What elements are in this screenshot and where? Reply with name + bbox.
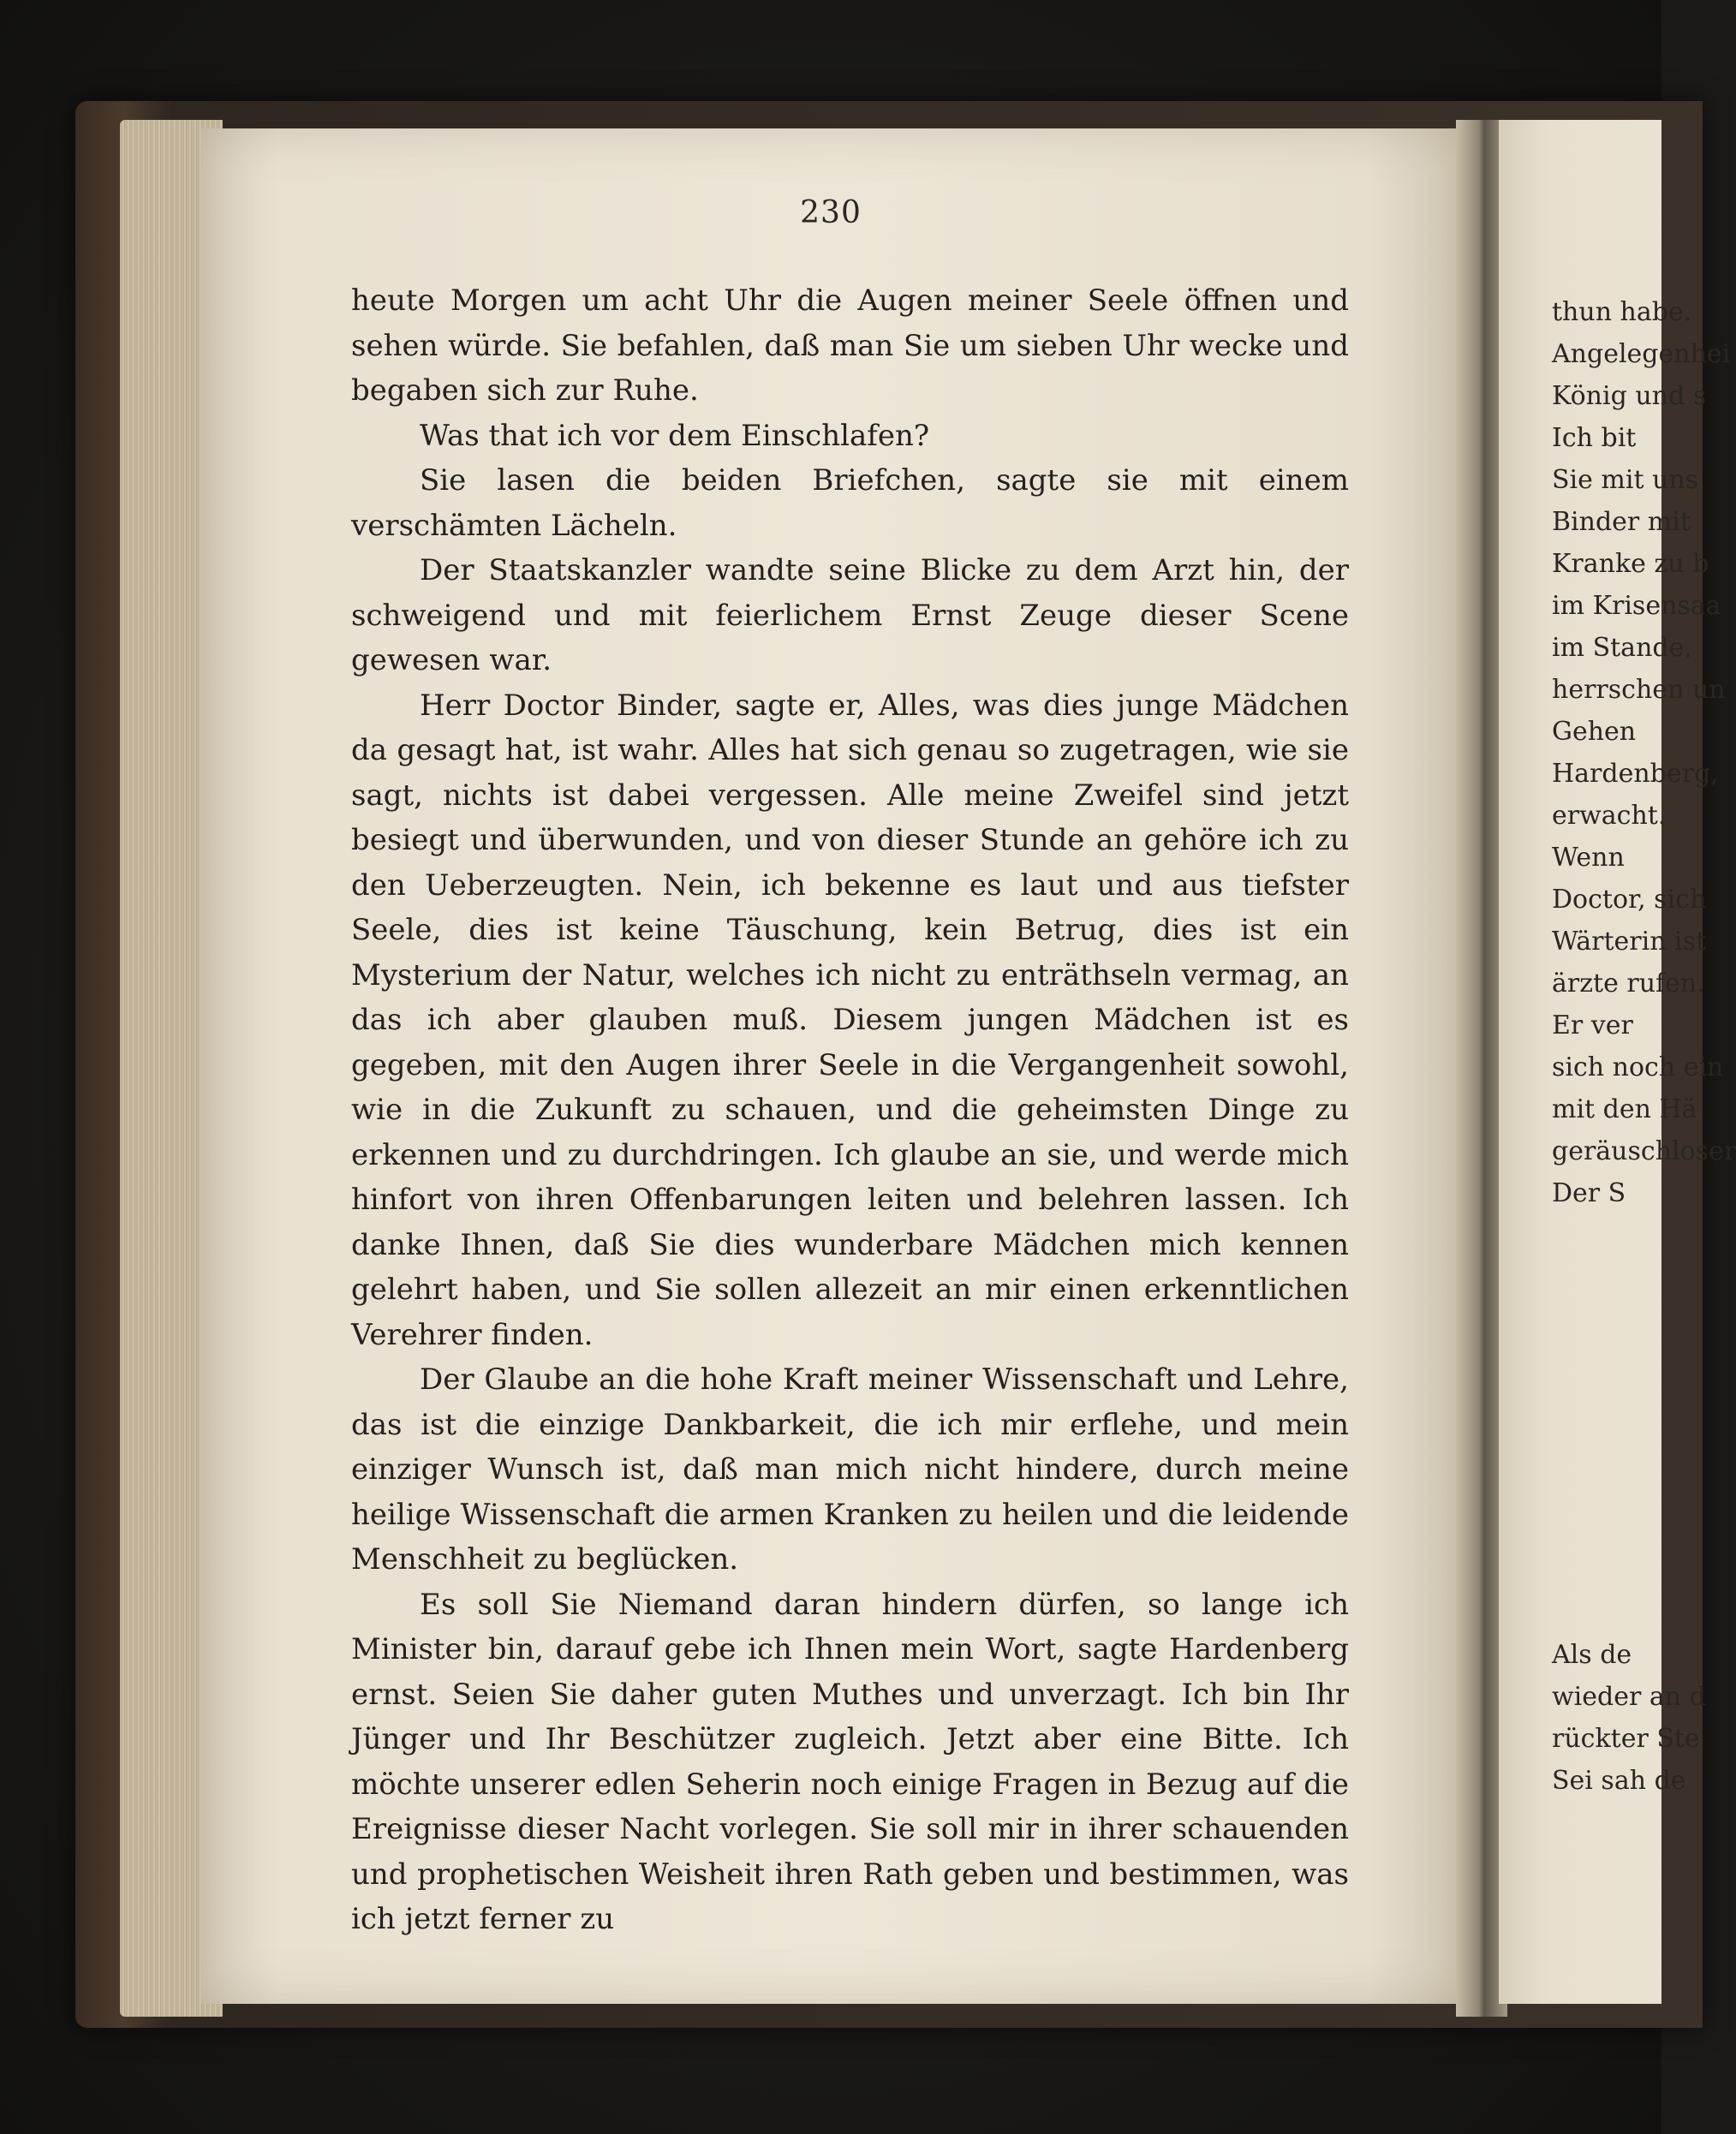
facing-line: Kranke zu b [1552,549,1709,579]
facing-line: wieder an d [1552,1682,1706,1712]
facing-line: Sie mit uns [1552,465,1699,495]
facing-line: Gehen [1552,717,1637,747]
facing-line: Der S [1552,1178,1626,1208]
facing-line: ärzte rufen. [1552,969,1705,998]
facing-line: im Krisensaa [1552,591,1721,621]
facing-line: rückter Ste [1552,1724,1700,1754]
page-number: 230 [800,195,862,230]
facing-line: Wenn [1552,843,1625,873]
facing-line: thun habe. [1552,297,1692,327]
facing-line: Hardenberg, [1552,759,1719,789]
facing-page-text [1552,291,1736,1802]
paragraph: Was that ich vor dem Einschlafen? [420,418,930,453]
facing-line: Ich bit [1552,423,1637,453]
facing-line: Er ver [1552,1010,1633,1040]
facing-line: sich noch ein [1552,1052,1724,1082]
paragraph: Es soll Sie Niemand daran hindern dürfen, so lange ich Minister bin, darauf gebe ich Ihnen mein Wort, sagte Hardenberg ernst. Seien Sie daher guten Muthes und unverzagt. Ich bin Ihr Jünger und Ihr Beschützer zugleich. Jetzt aber eine Bitte. Ich möchte unserer edlen Seherin noch einige Fragen in Bezug auf die Ereignisse dieser Nacht vorlegen. Sie soll mir in ihrer schauenden und prophetischen Weisheit ihren Rath geben und bestimmen, was ich jetzt ferner zu [351,1587,1349,1936]
paragraph: heute Morgen um acht Uhr die Augen meiner Seele öffnen und sehen würde. Sie befahlen, daß man Sie um sieben Uhr wecke und begaben sich zur Ruhe. [351,283,1349,408]
facing-line: Doctor, sich [1552,885,1707,915]
facing-line: geräuschloser [1552,1136,1736,1166]
facing-line: herrschen un [1552,675,1726,705]
page-text [351,278,1349,1942]
paragraph: Sie lasen die beiden Briefchen, sagte sie mit einem verschämten Lächeln. [351,463,1349,543]
paragraph: Der Staatskanzler wandte seine Blicke zu dem Arzt hin, der schweigend und mit feierlichem Ernst Zeuge dieser Scene gewesen war. [351,553,1349,677]
facing-line: Angelegenhei [1552,339,1731,369]
facing-line: im Stande, [1552,633,1692,663]
facing-line: Sei sah de [1552,1766,1686,1796]
facing-line: mit den Hä [1552,1094,1697,1124]
facing-line: Wärterin ist [1552,927,1707,957]
facing-line: König und s [1552,381,1707,411]
paragraph: Der Glaube an die hohe Kraft meiner Wissenschaft und Lehre, das ist die einzige Dankbarkeit, die ich mir erflehe, und mein einziger Wunsch ist, daß man mich nicht hindere, durch meine heilige Wissenschaft die armen Kranken zu heilen und die leidende Menschheit zu beglücken. [351,1362,1349,1577]
facing-line: erwacht. [1552,801,1667,831]
facing-line: Binder mit [1552,507,1691,537]
facing-line: Als de [1552,1640,1632,1670]
paragraph: Herr Doctor Binder, sagte er, Alles, was dies junge Mädchen da gesagt hat, ist wahr. Alles hat sich genau so zugetragen, wie sie sagt, nichts ist dabei vergessen. Alle meine Zweifel sind jetzt besiegt und überwunden, und von dieser Stunde an gehöre ich zu den Ueberzeugten. Nein, ich bekenne es laut und aus tiefster Seele, dies ist keine Täuschung, kein Betrug, dies ist ein Mysterium der Natur, welches ich nicht zu enträthseln vermag, an das ich aber glauben muß. Diesem jungen Mädchen ist es gegeben, mit den Augen ihrer Seele in die Vergangenheit sowohl, wie in die Zukunft zu schauen, und die geheimsten Dinge zu erkennen und zu durchdringen. Ich glaube an sie, und werde mich hinfort von ihren Offenbarungen leiten und belehren lassen. Ich danke Ihnen, daß Sie dies wunderbare Mädchen mich kennen gelehrt haben, und Sie sollen allezeit an mir einen erkenntlichen Verehrer finden. [351,688,1349,1352]
